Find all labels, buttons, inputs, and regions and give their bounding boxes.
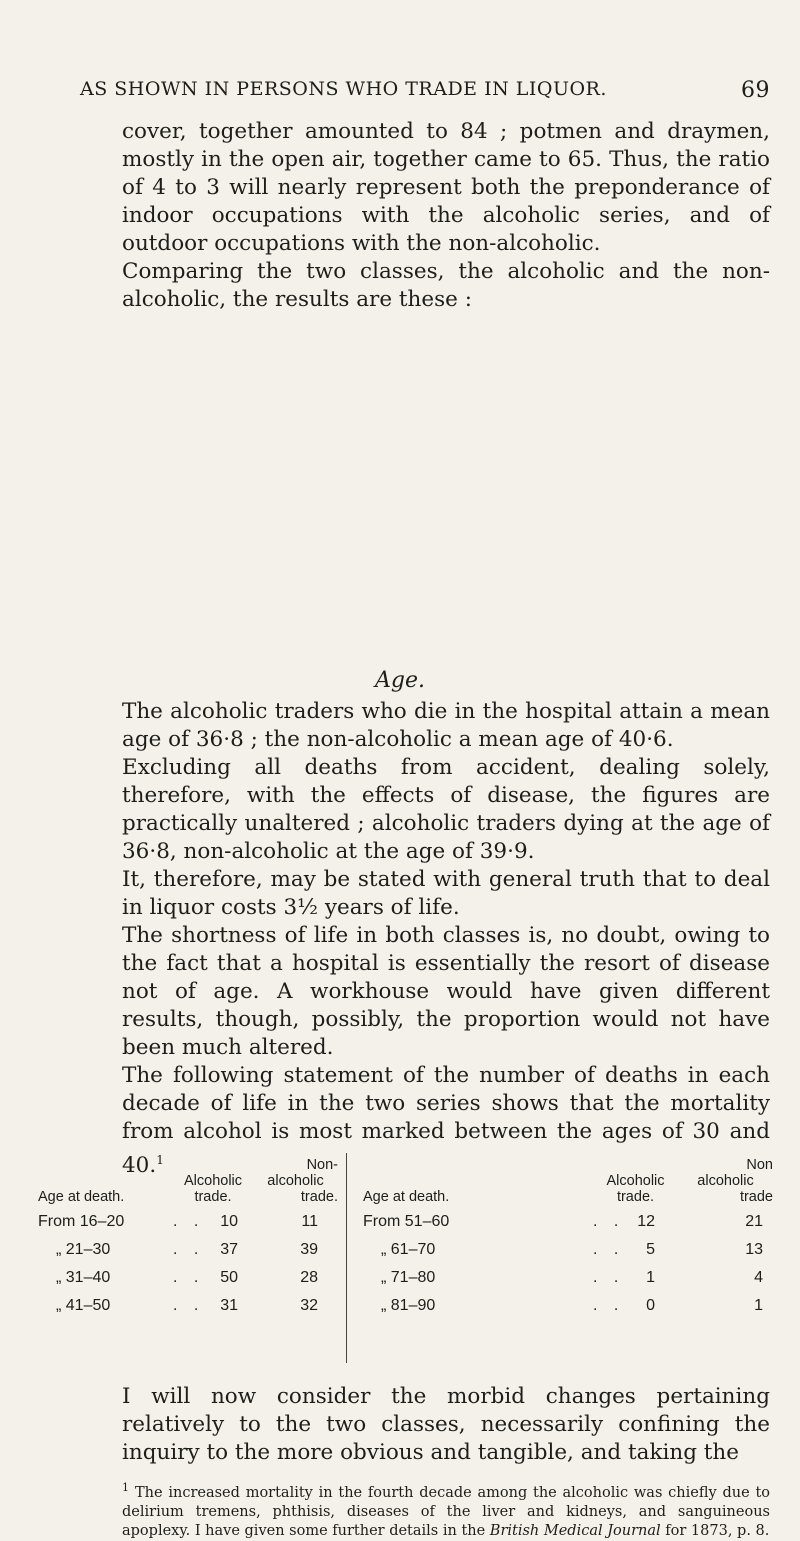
footnote-text — [122, 1478, 770, 1541]
leader-dots: . . — [173, 1297, 205, 1314]
non-alcoholic-count: 39 — [300, 1241, 318, 1258]
age-range: „ 71–80 — [381, 1269, 436, 1286]
footnote-tail: for 1873, p. 8. — [665, 1522, 770, 1539]
leader-dots: . . — [593, 1269, 625, 1286]
header-line: Alcoholic — [606, 1173, 665, 1189]
non-alcoholic-count: 11 — [301, 1213, 318, 1230]
header-non-alcoholic — [253, 1157, 338, 1205]
age-range: „ 21–30 — [56, 1241, 111, 1258]
age-range: „ 61–70 — [381, 1241, 436, 1258]
header-age: Age at death. — [38, 1189, 125, 1205]
header-line: Alcoholic — [183, 1173, 243, 1189]
header-line: alcoholic — [267, 1173, 324, 1189]
table-row — [363, 1269, 778, 1297]
alcoholic-count: 50 — [220, 1269, 238, 1286]
alcoholic-count: 10 — [220, 1213, 238, 1230]
footnote — [122, 1478, 770, 1541]
header-line: alcoholic — [697, 1173, 754, 1189]
leader-dots: . . — [173, 1241, 205, 1258]
table-left-half — [38, 1153, 338, 1363]
paragraph: Excluding all deaths from accident, dealing solely, therefore, with the effects of disease, the figures are practically unaltered ; alcoholic traders dying at the age of 36·8, non-alcoholic at the age of 39·9. — [122, 755, 770, 864]
non-alcoholic-count: 4 — [754, 1269, 763, 1286]
table-row — [363, 1297, 778, 1325]
leader-dots: . . — [593, 1241, 625, 1258]
paragraph: It, therefore, may be stated with general truth that to deal in liquor costs 3½ years of life. — [122, 867, 770, 920]
header-age: Age at death. — [363, 1189, 450, 1205]
header-alcoholic — [173, 1173, 253, 1205]
paragraph: The shortness of life in both classes is, no doubt, owing to the fact that a hospital is essentially the resort of disease not of age. A workhouse would have given different results, though, possibly, the proportion would not have been much altered. — [122, 923, 770, 1060]
alcoholic-count: 37 — [220, 1241, 238, 1258]
paragraph: Comparing the two classes, the alcoholic and the non-alcoholic, the results are these : — [122, 259, 770, 312]
paragraph: The alcoholic traders who die in the hospital attain a mean age of 36·8 ; the non-alcoholic a mean age of 40·6. — [122, 699, 770, 752]
alcoholic-count: 12 — [637, 1213, 655, 1230]
table-row — [38, 1213, 338, 1241]
alcoholic-count: 1 — [646, 1269, 655, 1286]
header-non-alcoholic — [678, 1157, 773, 1205]
non-alcoholic-count: 32 — [300, 1297, 318, 1314]
header-line: Non- — [306, 1157, 338, 1173]
age-range: From 16–20 — [38, 1213, 125, 1230]
table-right-half — [363, 1153, 778, 1363]
non-alcoholic-count: 13 — [745, 1241, 763, 1258]
paragraph: I will now consider the morbid changes pertaining relatively to the two classes, necessarily confining the inquiry to the more obvious and tangible, and taking the — [122, 1384, 770, 1465]
age-range: From 51–60 — [363, 1213, 450, 1230]
running-head — [80, 78, 770, 103]
mortality-table — [38, 1153, 778, 1363]
leader-dots: . . — [593, 1213, 625, 1230]
table-row — [38, 1241, 338, 1269]
age-range: „ 41–50 — [56, 1297, 111, 1314]
leader-dots: . . — [173, 1213, 205, 1230]
header-alcoholic — [593, 1173, 678, 1205]
table-row — [38, 1269, 338, 1297]
closing-text — [122, 1383, 770, 1467]
non-alcoholic-count: 28 — [300, 1269, 318, 1286]
header-line: trade. — [194, 1189, 232, 1205]
table-row — [363, 1241, 778, 1269]
table-row — [38, 1297, 338, 1325]
alcoholic-count: 31 — [220, 1297, 238, 1314]
leader-dots: . . — [593, 1297, 625, 1314]
non-alcoholic-count: 1 — [754, 1297, 763, 1314]
header-line: trade. — [616, 1189, 655, 1205]
page-number: 69 — [741, 78, 770, 103]
running-head-title: AS SHOWN IN PERSONS WHO TRADE IN LIQUOR. — [80, 78, 607, 100]
paragraph: cover, together amounted to 84 ; potmen and draymen, mostly in the open air, together came to 65. Thus, the ratio of 4 to 3 will nearly represent both the preponderance of indoor occupations with the alcoholic series, and of outdoor occupations with the non-alcoholic. — [122, 119, 770, 256]
section-heading: Age. — [375, 668, 425, 693]
age-range: „ 31–40 — [56, 1269, 111, 1286]
header-line: Non — [746, 1157, 773, 1173]
alcoholic-count: 5 — [646, 1241, 655, 1258]
non-alcoholic-count: 21 — [745, 1213, 763, 1230]
footnote-body: The increased mortality in the fourth decade among the alcoholic was chiefly due to delirium tremens, phthisis, diseases of the liver and kidneys, and sanguineous apoplexy. I have given some further details in the — [122, 1484, 770, 1539]
table-divider — [346, 1153, 347, 1363]
journal-title: British Medical Journal — [489, 1522, 661, 1539]
intro-text — [122, 118, 770, 314]
age-range: „ 81–90 — [381, 1297, 436, 1314]
footnote-marker: 1 — [122, 1481, 129, 1494]
age-text — [122, 698, 770, 1180]
paragraph-text: The following statement of the number of deaths in each decade of life in the two series shows that the mortality from alcohol is most marked between the ages of 30 and 40. — [122, 1063, 770, 1179]
header-line: trade — [739, 1189, 773, 1205]
leader-dots: . . — [173, 1269, 205, 1286]
header-line: trade. — [300, 1189, 338, 1205]
footnote-reference: 1 — [156, 1153, 164, 1167]
alcoholic-count: 0 — [646, 1297, 655, 1314]
table-row — [363, 1213, 778, 1241]
